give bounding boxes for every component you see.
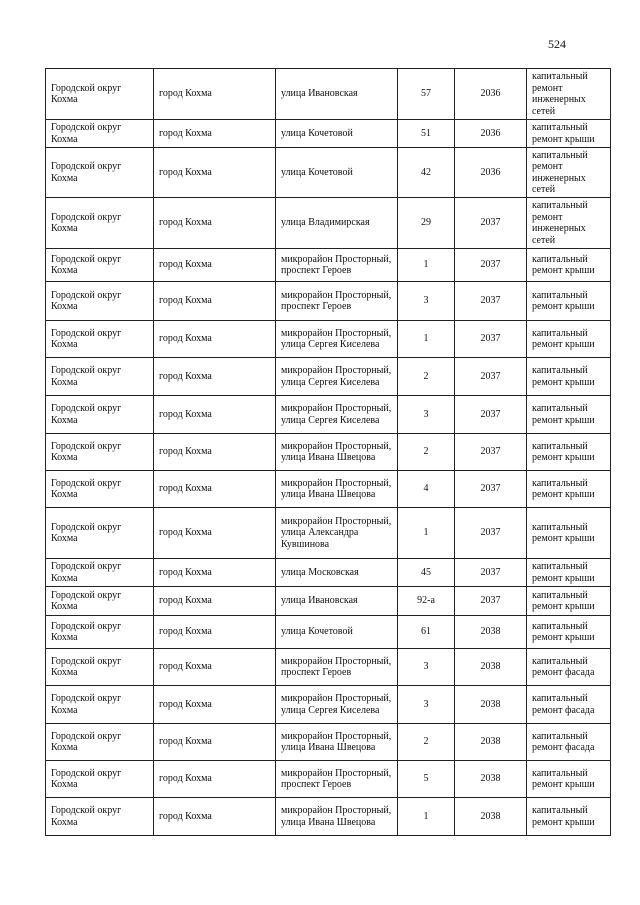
planned-year-cell: 2038 xyxy=(455,724,527,761)
street-cell: микрорайон Просторный, проспект Героев xyxy=(276,761,398,798)
house-number-cell: 2 xyxy=(398,358,455,396)
work-type-cell: капитальный ремонт инженерных сетей xyxy=(527,148,611,198)
municipal-area-cell: Городской округ Кохма xyxy=(46,198,154,249)
settlement-cell: город Кохма xyxy=(154,69,276,120)
settlement-cell: город Кохма xyxy=(154,282,276,321)
planned-year-cell: 2037 xyxy=(455,434,527,471)
work-type-cell: капитальный ремонт фасада xyxy=(527,649,611,686)
street-cell: улица Владимирская xyxy=(276,198,398,249)
municipal-area-cell: Городской округ Кохма xyxy=(46,396,154,434)
planned-year-cell: 2037 xyxy=(455,282,527,321)
page-number: 524 xyxy=(548,37,566,51)
table-row xyxy=(46,686,611,724)
work-type-cell: капитальный ремонт крыши xyxy=(527,559,611,587)
house-number-cell: 61 xyxy=(398,616,455,649)
work-type-cell: капитальный ремонт крыши xyxy=(527,471,611,508)
planned-year-cell: 2036 xyxy=(455,120,527,148)
street-cell: микрорайон Просторный, проспект Героев xyxy=(276,649,398,686)
repair-schedule-table xyxy=(45,68,611,836)
table-row xyxy=(46,471,611,508)
settlement-cell: город Кохма xyxy=(154,321,276,358)
municipal-area-cell: Городской округ Кохма xyxy=(46,120,154,148)
planned-year-cell: 2037 xyxy=(455,249,527,282)
street-cell: микрорайон Просторный, улица Ивана Швецова xyxy=(276,434,398,471)
settlement-cell: город Кохма xyxy=(154,198,276,249)
planned-year-cell: 2037 xyxy=(455,396,527,434)
settlement-cell: город Кохма xyxy=(154,798,276,836)
work-type-cell: капитальный ремонт крыши xyxy=(527,249,611,282)
settlement-cell: город Кохма xyxy=(154,686,276,724)
settlement-cell: город Кохма xyxy=(154,434,276,471)
settlement-cell: город Кохма xyxy=(154,471,276,508)
work-type-cell: капитальный ремонт крыши xyxy=(527,434,611,471)
settlement-cell: город Кохма xyxy=(154,616,276,649)
house-number-cell: 1 xyxy=(398,249,455,282)
street-cell: улица Ивановская xyxy=(276,587,398,616)
house-number-cell: 3 xyxy=(398,396,455,434)
street-cell: микрорайон Просторный, улица Ивана Швецова xyxy=(276,471,398,508)
table-row xyxy=(46,249,611,282)
table-body xyxy=(46,69,611,836)
work-type-cell: капитальный ремонт крыши xyxy=(527,587,611,616)
settlement-cell: город Кохма xyxy=(154,358,276,396)
municipal-area-cell: Городской округ Кохма xyxy=(46,508,154,559)
table-row xyxy=(46,321,611,358)
table-row xyxy=(46,282,611,321)
planned-year-cell: 2037 xyxy=(455,198,527,249)
table-row xyxy=(46,761,611,798)
work-type-cell: капитальный ремонт фасада xyxy=(527,724,611,761)
street-cell: микрорайон Просторный, улица Сергея Киселева xyxy=(276,686,398,724)
planned-year-cell: 2036 xyxy=(455,148,527,198)
municipal-area-cell: Городской округ Кохма xyxy=(46,798,154,836)
municipal-area-cell: Городской округ Кохма xyxy=(46,686,154,724)
settlement-cell: город Кохма xyxy=(154,120,276,148)
settlement-cell: город Кохма xyxy=(154,249,276,282)
house-number-cell: 4 xyxy=(398,471,455,508)
municipal-area-cell: Городской округ Кохма xyxy=(46,724,154,761)
settlement-cell: город Кохма xyxy=(154,559,276,587)
work-type-cell: капитальный ремонт крыши xyxy=(527,282,611,321)
planned-year-cell: 2037 xyxy=(455,587,527,616)
work-type-cell: капитальный ремонт крыши xyxy=(527,761,611,798)
house-number-cell: 3 xyxy=(398,282,455,321)
house-number-cell: 42 xyxy=(398,148,455,198)
house-number-cell: 29 xyxy=(398,198,455,249)
street-cell: микрорайон Просторный, улица Сергея Киселева xyxy=(276,396,398,434)
municipal-area-cell: Городской округ Кохма xyxy=(46,761,154,798)
table-row xyxy=(46,587,611,616)
street-cell: микрорайон Просторный, улица Ивана Швецова xyxy=(276,798,398,836)
work-type-cell: капитальный ремонт крыши xyxy=(527,358,611,396)
planned-year-cell: 2037 xyxy=(455,358,527,396)
work-type-cell: капитальный ремонт крыши xyxy=(527,396,611,434)
house-number-cell: 57 xyxy=(398,69,455,120)
work-type-cell: капитальный ремонт крыши xyxy=(527,798,611,836)
planned-year-cell: 2038 xyxy=(455,761,527,798)
settlement-cell: город Кохма xyxy=(154,396,276,434)
street-cell: улица Кочетовой xyxy=(276,148,398,198)
work-type-cell: капитальный ремонт крыши xyxy=(527,616,611,649)
work-type-cell: капитальный ремонт фасада xyxy=(527,686,611,724)
municipal-area-cell: Городской округ Кохма xyxy=(46,148,154,198)
house-number-cell: 1 xyxy=(398,508,455,559)
house-number-cell: 1 xyxy=(398,321,455,358)
table-row xyxy=(46,69,611,120)
municipal-area-cell: Городской округ Кохма xyxy=(46,559,154,587)
municipal-area-cell: Городской округ Кохма xyxy=(46,471,154,508)
street-cell: улица Московская xyxy=(276,559,398,587)
street-cell: микрорайон Просторный, проспект Героев xyxy=(276,249,398,282)
municipal-area-cell: Городской округ Кохма xyxy=(46,616,154,649)
planned-year-cell: 2038 xyxy=(455,798,527,836)
street-cell: улица Кочетовой xyxy=(276,616,398,649)
house-number-cell: 51 xyxy=(398,120,455,148)
municipal-area-cell: Городской округ Кохма xyxy=(46,282,154,321)
work-type-cell: капитальный ремонт инженерных сетей xyxy=(527,69,611,120)
settlement-cell: город Кохма xyxy=(154,724,276,761)
planned-year-cell: 2037 xyxy=(455,471,527,508)
planned-year-cell: 2038 xyxy=(455,649,527,686)
work-type-cell: капитальный ремонт крыши xyxy=(527,508,611,559)
table-row xyxy=(46,198,611,249)
settlement-cell: город Кохма xyxy=(154,587,276,616)
house-number-cell: 92-а xyxy=(398,587,455,616)
street-cell: микрорайон Просторный, улица Ивана Швецова xyxy=(276,724,398,761)
street-cell: микрорайон Просторный, проспект Героев xyxy=(276,282,398,321)
work-type-cell: капитальный ремонт крыши xyxy=(527,321,611,358)
street-cell: микрорайон Просторный, улица Сергея Киселева xyxy=(276,358,398,396)
planned-year-cell: 2037 xyxy=(455,559,527,587)
municipal-area-cell: Городской округ Кохма xyxy=(46,249,154,282)
table-row xyxy=(46,396,611,434)
street-cell: улица Кочетовой xyxy=(276,120,398,148)
municipal-area-cell: Городской округ Кохма xyxy=(46,434,154,471)
table-row xyxy=(46,148,611,198)
table-row xyxy=(46,559,611,587)
table-row xyxy=(46,358,611,396)
planned-year-cell: 2037 xyxy=(455,508,527,559)
house-number-cell: 3 xyxy=(398,686,455,724)
work-type-cell: капитальный ремонт инженерных сетей xyxy=(527,198,611,249)
work-type-cell: капитальный ремонт крыши xyxy=(527,120,611,148)
planned-year-cell: 2037 xyxy=(455,321,527,358)
municipal-area-cell: Городской округ Кохма xyxy=(46,321,154,358)
planned-year-cell: 2038 xyxy=(455,686,527,724)
house-number-cell: 3 xyxy=(398,649,455,686)
table-row xyxy=(46,434,611,471)
house-number-cell: 1 xyxy=(398,798,455,836)
table-row xyxy=(46,724,611,761)
table-row xyxy=(46,508,611,559)
planned-year-cell: 2038 xyxy=(455,616,527,649)
table-row xyxy=(46,798,611,836)
street-cell: микрорайон Просторный, улица Сергея Киселева xyxy=(276,321,398,358)
house-number-cell: 45 xyxy=(398,559,455,587)
table-row xyxy=(46,649,611,686)
municipal-area-cell: Городской округ Кохма xyxy=(46,587,154,616)
house-number-cell: 2 xyxy=(398,434,455,471)
municipal-area-cell: Городской округ Кохма xyxy=(46,649,154,686)
municipal-area-cell: Городской округ Кохма xyxy=(46,69,154,120)
settlement-cell: город Кохма xyxy=(154,649,276,686)
house-number-cell: 5 xyxy=(398,761,455,798)
settlement-cell: город Кохма xyxy=(154,761,276,798)
house-number-cell: 2 xyxy=(398,724,455,761)
municipal-area-cell: Городской округ Кохма xyxy=(46,358,154,396)
table-row xyxy=(46,616,611,649)
street-cell: улица Ивановская xyxy=(276,69,398,120)
street-cell: микрорайон Просторный, улица Александра Кувшинова xyxy=(276,508,398,559)
planned-year-cell: 2036 xyxy=(455,69,527,120)
settlement-cell: город Кохма xyxy=(154,508,276,559)
table-row xyxy=(46,120,611,148)
settlement-cell: город Кохма xyxy=(154,148,276,198)
